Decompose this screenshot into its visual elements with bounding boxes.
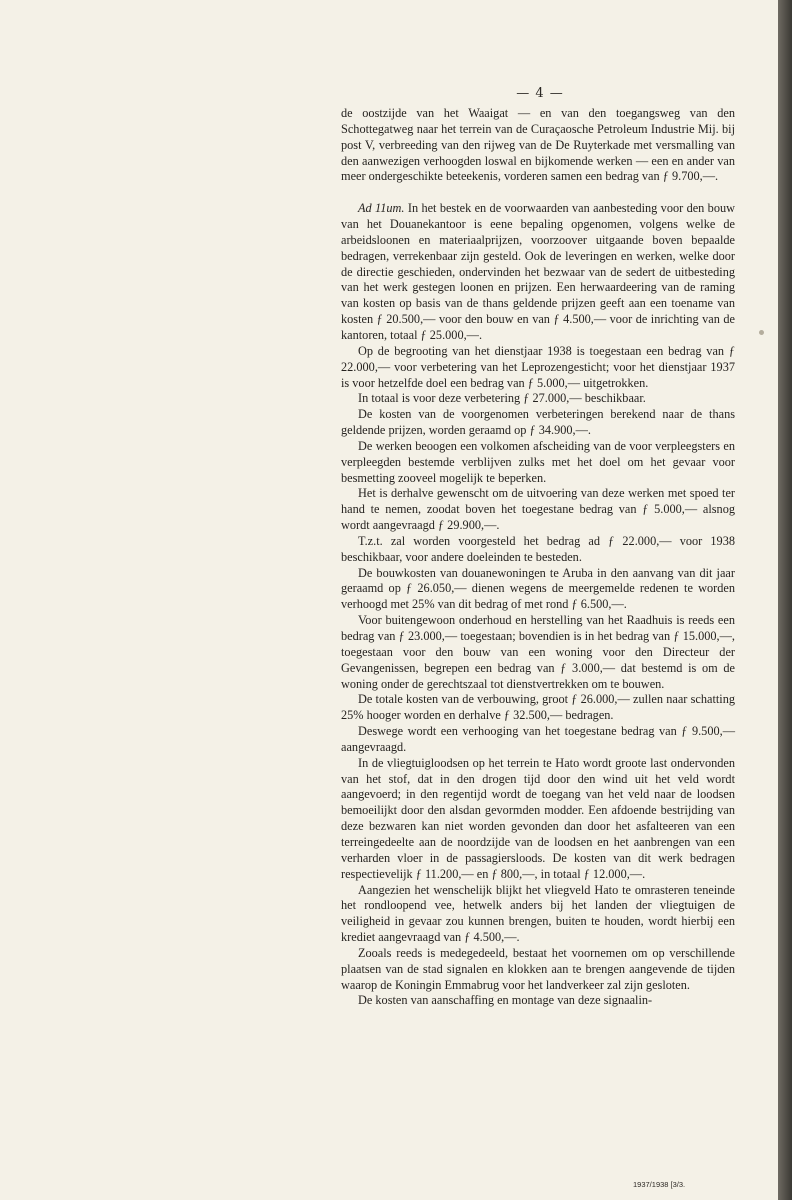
paragraph: Aangezien het wenschelijk blijkt het vliegveld Hato te omrasteren teneinde het rondloopend vee, hetwelk anders bij het landen der vliegtuigen de veiligheid in gevaar zou kunnen brengen, buiten te houden, wordt hierbij een krediet aangevraagd van ƒ 4.500,—.	[341, 882, 735, 945]
paragraph: De kosten van aanschaffing en montage van deze signaalin-	[358, 993, 653, 1008]
paragraph: Voor buitengewoon onderhoud en herstelling van het Raadhuis is reeds een bedrag van ƒ 23.000,— toegestaan; bovendien is in het bedrag van ƒ 15.000,—, toegestaan voor den bouw van een woning voor den Directeur der Gevangenissen, begrepen een bedrag van ƒ 3.000,— dat bestemd is om de woning onder de gerechtszaal tot dienstvertrekken om te bouwen.	[341, 613, 735, 691]
paragraph: In totaal is voor deze verbetering ƒ 27.000,— beschikbaar.	[358, 391, 646, 406]
paragraph-text: In het bestek en de voorwaarden van aanbesteding voor den bouw van het Douanekantoor is eene bepaling opgenomen, volgens welke de arbeidsloonen en materiaalprijzen, voorzoover uitgaande boven bepaalde bedragen, verrekenbaar zijn gesteld. Ook de leveringen en werken, welke door de directie geschieden, ondervinden het bezwaar van de sedert de uitbesteding van het werk gestegen loonen en prijzen. Een herwaardeering van de raming van kosten op basis van de thans geldende prijzen geeft aan een toename van kosten ƒ 20.500,— voor den bouw en van ƒ 4.500,— voor de inrichting van de kantoren, totaal ƒ 25.000,—.	[341, 201, 735, 342]
page-edge	[778, 0, 792, 1200]
paragraph-ad	[341, 201, 735, 344]
body-text	[341, 106, 735, 1009]
paragraph: T.z.t. zal worden voorgesteld het bedrag ad ƒ 22.000,— voor 1938 beschikbaar, voor andere doeleinden te besteden.	[341, 533, 735, 564]
paragraph: Deswege wordt een verhooging van het toegestane bedrag van ƒ 9.500,— aangevraagd.	[341, 724, 735, 754]
paragraph: de oostzijde van het Waaigat — en van den toegangsweg van den Schottegatweg naar het terrein van de Curaçaosche Petroleum Industrie Mij. bij post V, verbreeding van den rijweg van de De Ruyterkade met versmalling van den aanwezigen verhoogden loswal en bijkomende werken — een en ander van meer ondergeschikte beteekenis, vorderen samen een bedrag van ƒ 9.700,—.	[341, 106, 735, 184]
page-number: — 4 —	[516, 86, 564, 101]
paragraph: De werken beoogen een volkomen afscheiding van de voor verpleegsters en verpleegden bestemde verblijven zulks met het doel om het gevaar voor besmetting zooveel mogelijk te beperken.	[341, 438, 735, 485]
paragraph: Op de begrooting van het dienstjaar 1938 is toegestaan een bedrag van ƒ 22.000,— voor verbetering van het Leprozengesticht; voor het dienstjaar 1937 is voor hetzelfde doel een bedrag van ƒ 5.000,— uitgetrokken.	[341, 343, 735, 390]
paragraph: De totale kosten van de verbouwing, groot ƒ 26.000,— zullen naar schatting 25% hooger worden en derhalve ƒ 32.500,— bedragen.	[341, 692, 735, 723]
paragraph: Zooals reeds is medegedeeld, bestaat het voornemen om op verschillende plaatsen van de stad signalen en klokken aan te brengen aangevende de tijden waarop de Koningin Emmabrug voor het landverkeer zal zijn gesloten.	[341, 945, 735, 992]
paragraph: De bouwkosten van douanewoningen te Aruba in den aanvang van dit jaar geraamd op ƒ 26.050,— dienen wegens de meergemelde redenen te worden verhoogd met 25% van dit bedrag of met rond ƒ 6.500,—.	[341, 565, 735, 612]
paragraph: Het is derhalve gewenscht om de uitvoering van deze werken met spoed ter hand te nemen, zoodat boven het toegestane bedrag van ƒ 5.000,— alsnog wordt aangevraagd ƒ 29.900,—.	[341, 486, 735, 533]
footer-reference: 1937/1938 [3/3.	[633, 1180, 686, 1189]
paragraph: In de vliegtuigloodsen op het terrein te Hato wordt groote last ondervonden van het stof, dat in den drogen tijd door den wind uit het veld wordt aangevoerd; in den regentijd wordt de toegang van het veld naar de loodsen bemoeilijkt door den alsdan gevormden modder. Een afdoende bestrijding van deze bezwaren kan niet worden gevonden dan door het asfalteeren van een terreingedeelte aan de noordzijde van de loodsen en het aanbrengen van een verharden vloer in de passagiersloods. De kosten van dit werk bedragen respectievelijk ƒ 11.200,— en ƒ 800,—, in totaal ƒ 12.000,—.	[341, 755, 735, 881]
paragraph: De kosten van de voorgenomen verbeteringen berekend naar de thans geldende prijzen, worden geraamd op ƒ 34.900,—.	[341, 407, 735, 438]
margin-mark	[759, 330, 764, 335]
ad-label: Ad 11um.	[358, 201, 405, 216]
